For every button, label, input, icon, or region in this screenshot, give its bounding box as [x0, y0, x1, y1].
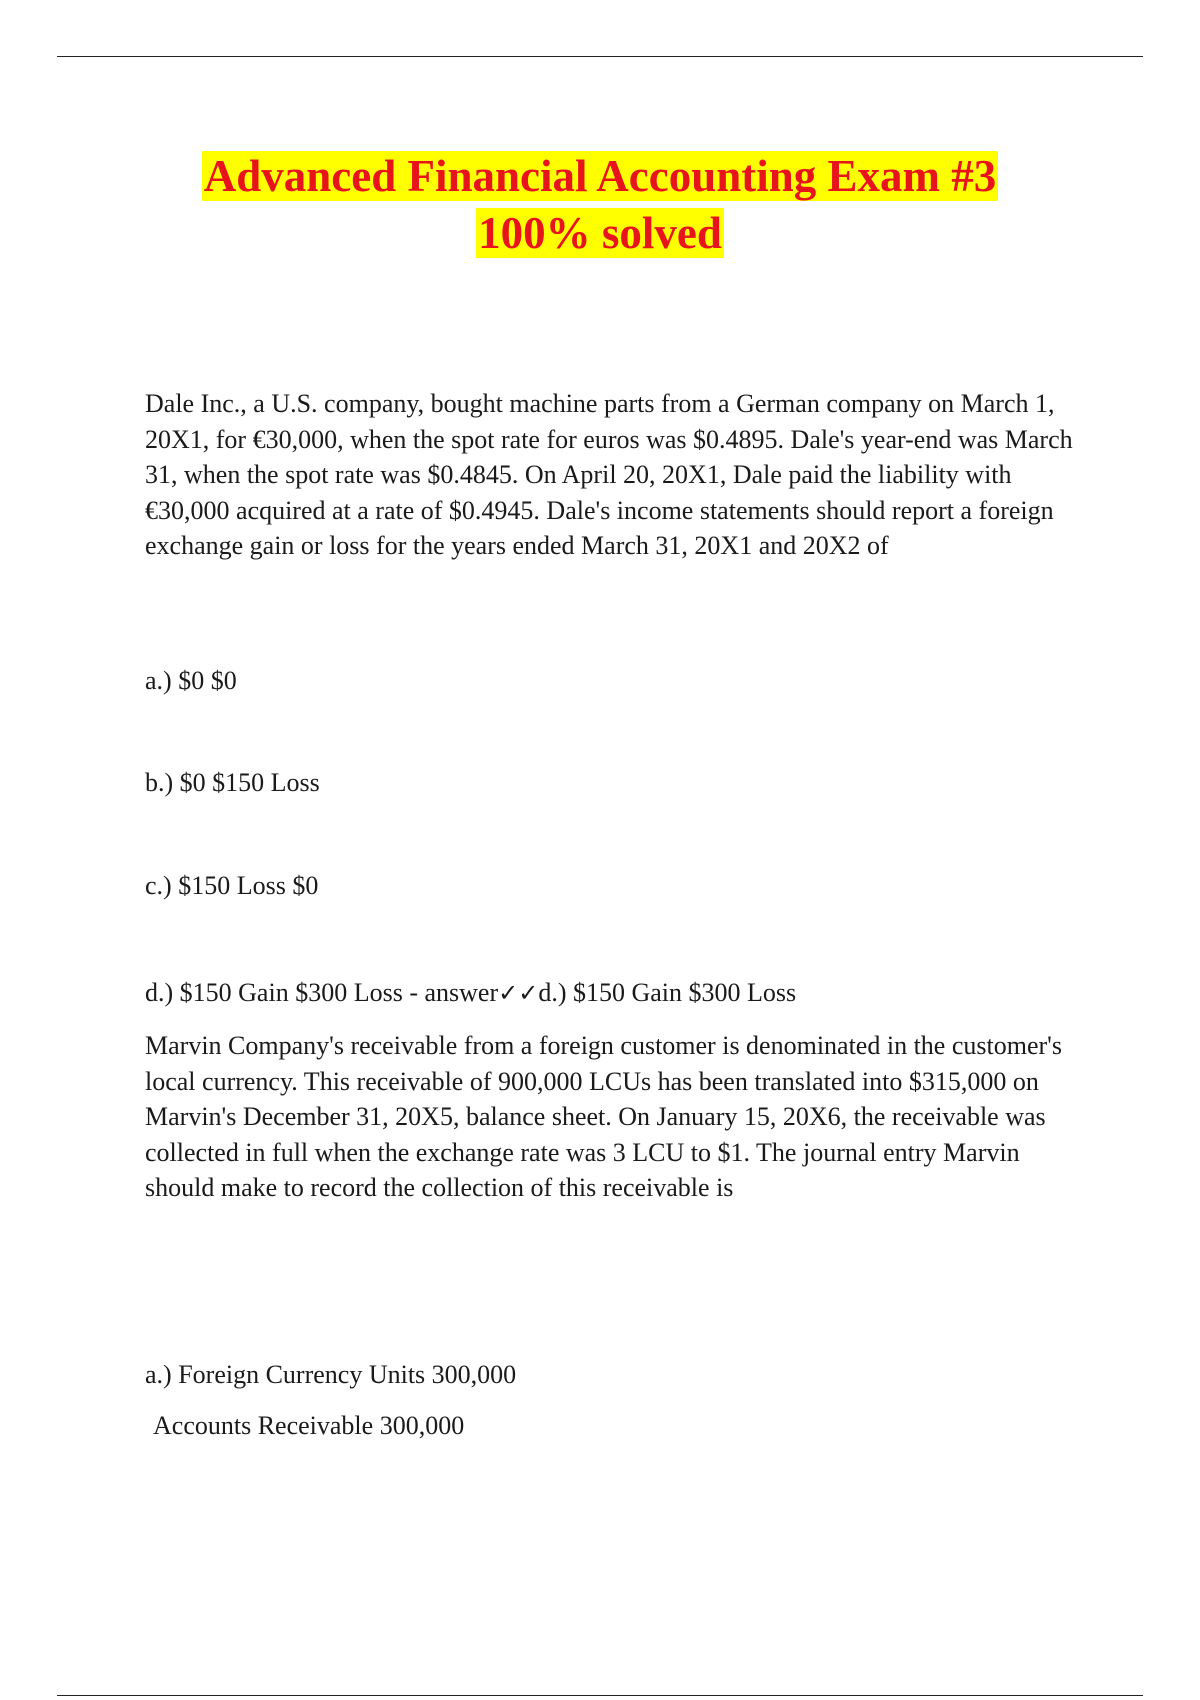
question-2-option-a: a.) Foreign Currency Units 300,000: [145, 1360, 517, 1389]
question-1-option-b: b.) $0 $150 Loss: [145, 768, 320, 797]
question-1-option-a: a.) $0 $0: [145, 666, 237, 695]
footer-rule: [57, 1695, 1143, 1696]
question-1-option-d: [145, 975, 1090, 1012]
title-line-2: 100% solved: [478, 208, 722, 258]
question-1-text: Dale Inc., a U.S. company, bought machine parts from a German company on March 1, 20X1, for €30,000, when the spot rate for euros was $0.4895. Dale's year-end was March 31, when the spot rate was $0.4845. On April 20, 20X1, Dale paid the liability with €30,000 acquired at a rate of $0.4945. Dale's income statements should report a foreign exchange gain or loss for the years ended March 31, 20X1 and 20X2 of: [145, 389, 1073, 560]
checkmark-icon: ✓✓: [498, 979, 539, 1007]
option-d-label: d.) $150 Gain $300 Loss - answer: [145, 978, 499, 1007]
header-rule: [57, 56, 1143, 57]
title-line-1: Advanced Financial Accounting Exam #3: [203, 151, 997, 201]
document-title: [0, 148, 1200, 262]
question-2-text: Marvin Company's receivable from a foreign customer is denominated in the customer's local currency. This receivable of 900,000 LCUs has been translated into $315,000 on Marvin's December 31, 20X5, balance sheet. On January 15, 20X6, the receivable was collected in full when the exchange rate was 3 LCU to $1. The journal entry Marvin should make to record the collection of this receivable is: [145, 1031, 1062, 1202]
question-1-option-c: c.) $150 Loss $0: [145, 871, 319, 900]
answer-text: d.) $150 Gain $300 Loss: [538, 978, 797, 1007]
question-2-option-a-line-2: Accounts Receivable 300,000: [153, 1411, 465, 1440]
